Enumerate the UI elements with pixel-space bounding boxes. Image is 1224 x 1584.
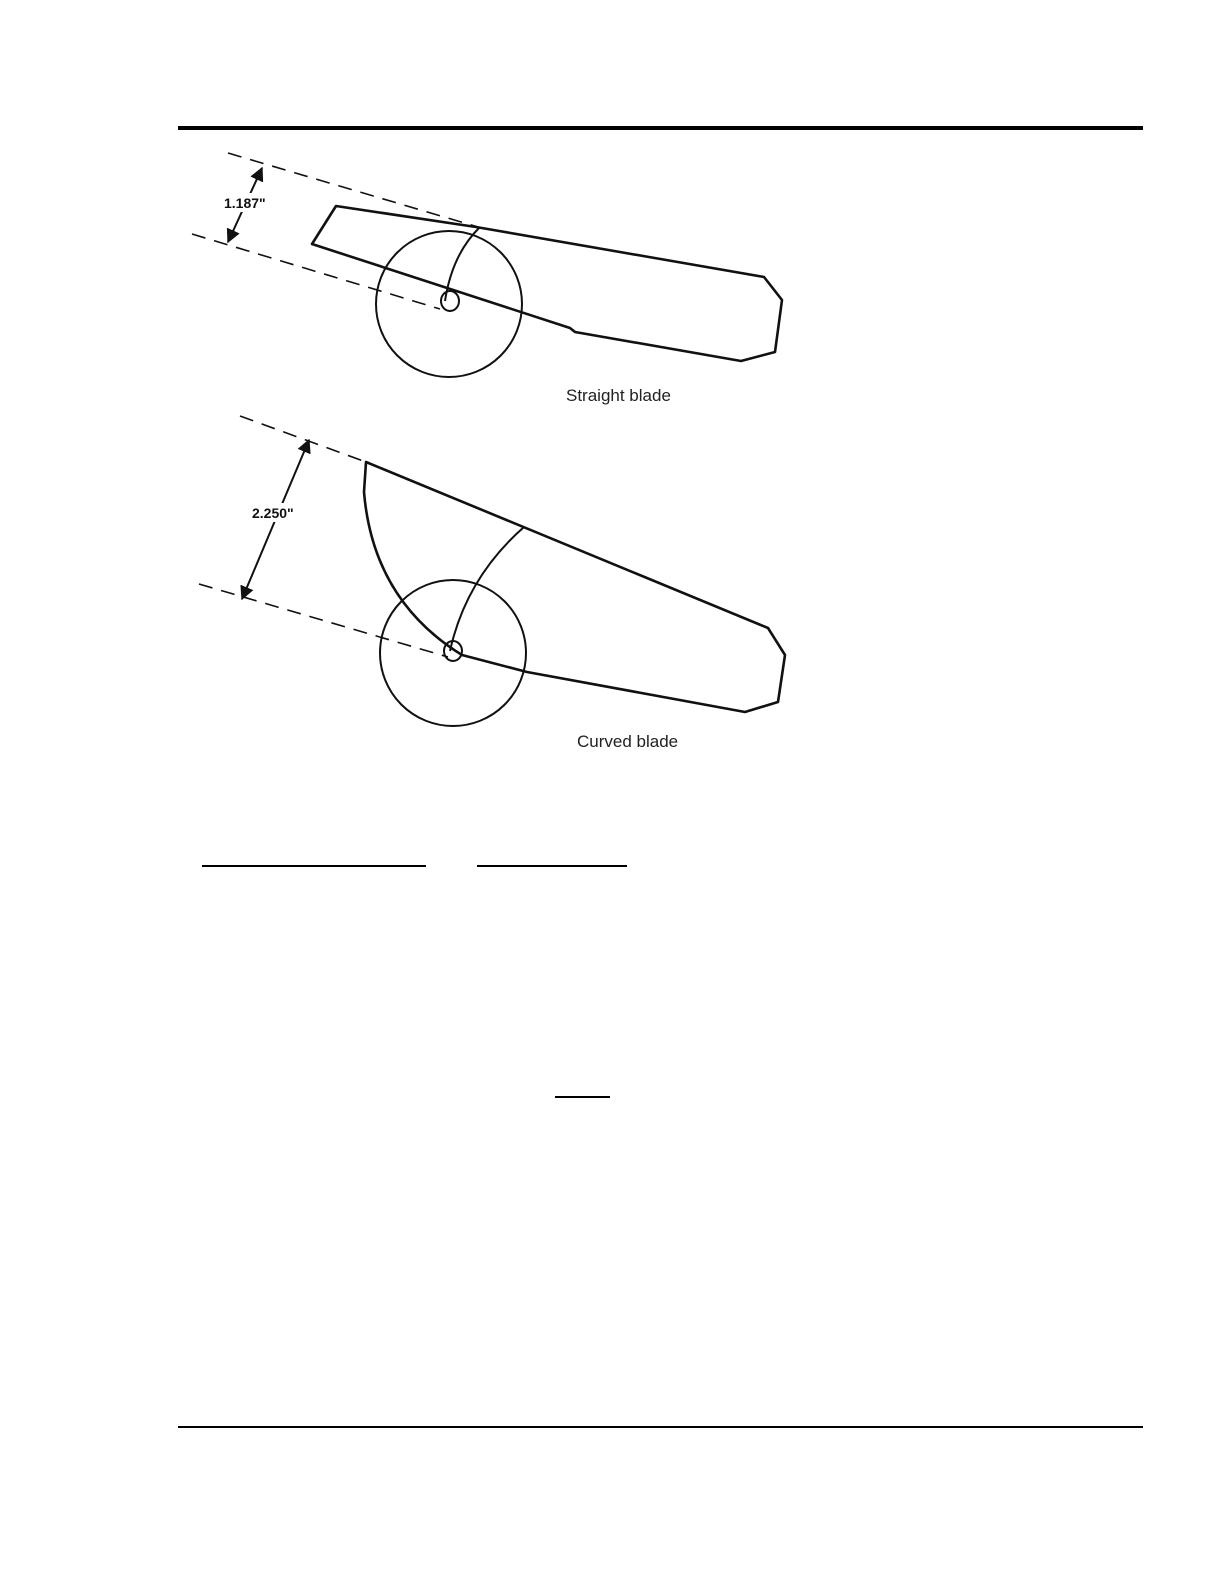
underline-1 [202, 865, 426, 867]
curved-blade-outline [364, 462, 785, 712]
straight-blade-figure [192, 153, 782, 405]
straight-dimension-label: 1.187" [224, 195, 266, 211]
underline-2 [477, 865, 627, 867]
straight-blade-caption: Straight blade [566, 386, 671, 405]
curved-bottom-dimension-line [199, 584, 448, 657]
straight-top-dimension-line [228, 153, 478, 227]
straight-pivot-hole [441, 291, 459, 311]
bottom-rule [178, 1426, 1143, 1428]
curved-dimension-label: 2.250" [252, 505, 294, 521]
curved-blade-caption: Curved blade [577, 732, 679, 751]
straight-blade-outline [312, 206, 782, 361]
underline-3 [555, 1096, 610, 1098]
curved-blade-figure [199, 416, 785, 751]
